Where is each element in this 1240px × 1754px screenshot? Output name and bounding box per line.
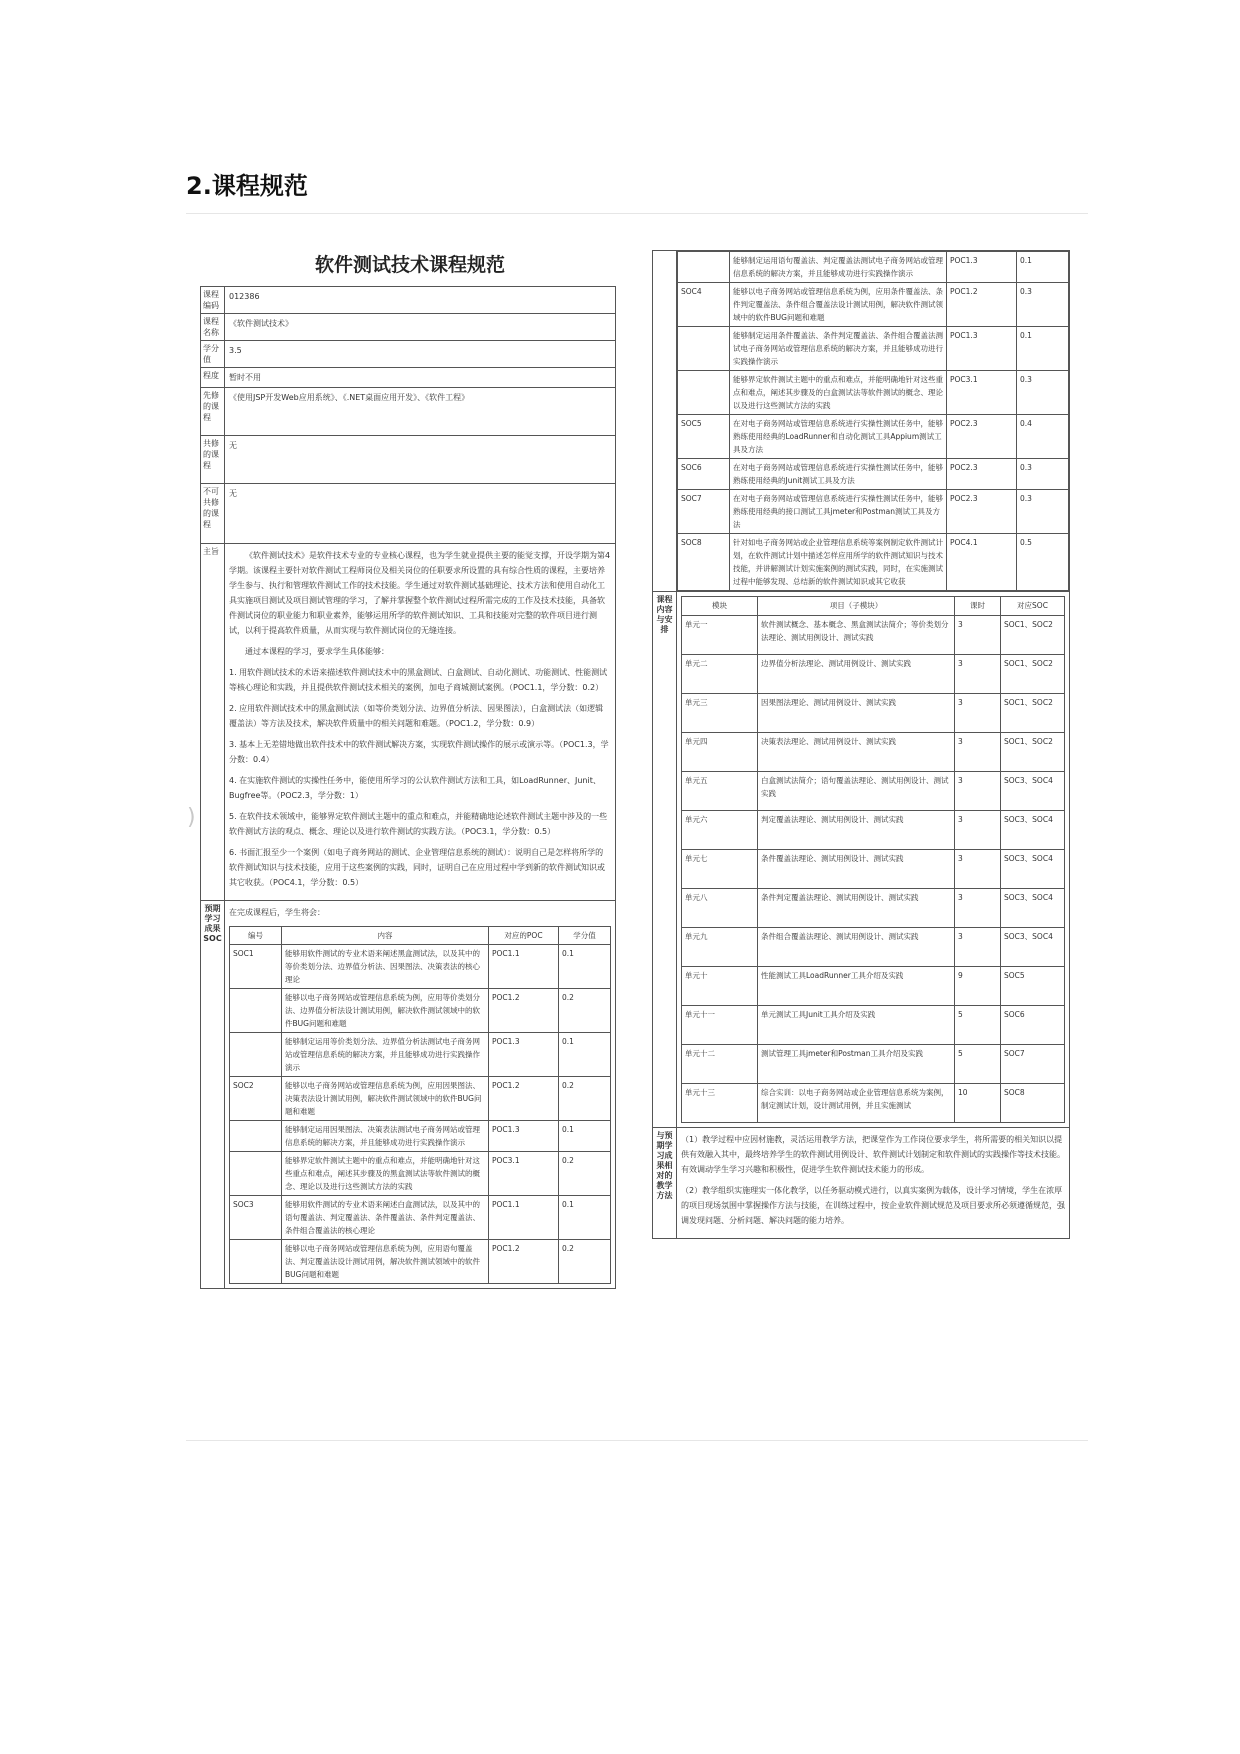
unit-module: 单元九 xyxy=(682,928,758,967)
unit-soc: SOC1、SOC2 xyxy=(1001,655,1065,694)
column-header: 模块 xyxy=(682,597,758,616)
info-row xyxy=(201,314,616,341)
unit-module: 单元二 xyxy=(682,655,758,694)
soc-id xyxy=(678,371,730,415)
unit-hours: 10 xyxy=(955,1084,1001,1123)
info-value: 无 xyxy=(225,436,616,484)
unit-module: 单元十 xyxy=(682,967,758,1006)
summary-item: 6. 书面汇报至少一个案例（如电子商务网站的测试、企业管理信息系统的测试）：说明自己是怎样将所学的软件测试知识与技术技能，应用于这些案例的实践，同时，证明自己在应用过程中学到新的软件测试知识或其它收获。（POC4.1，学分数：0.5） xyxy=(229,848,605,887)
summary-label: 主旨 xyxy=(201,544,225,901)
outcome-row xyxy=(678,283,1069,327)
unit-module: 单元十二 xyxy=(682,1045,758,1084)
unit-project: 边界值分析法理论、测试用例设计、测试实践 xyxy=(758,655,955,694)
teaching-paragraph: （2）教学组织实施理实一体化教学，以任务驱动模式进行，以真实案例为载体，设计学习情境，学生在浓厚的项目现场氛围中掌握操作方法与技能，在训练过程中，按企业软件测试规范及项目要求所必须遵循规范，强调发现问题、分析问题、解决问题的能力培养。 xyxy=(681,1186,1065,1225)
course-spec-table-left xyxy=(200,286,616,1289)
column-header: 内容 xyxy=(282,927,489,945)
outcomes-continued-row xyxy=(653,251,1070,592)
info-value: 《使用JSP开发Web应用系统》、《.NET桌面应用开发》、《软件工程》 xyxy=(225,388,616,436)
soc-credit: 0.1 xyxy=(1017,327,1069,371)
soc-credit: 0.3 xyxy=(1017,459,1069,490)
unit-hours: 3 xyxy=(955,694,1001,733)
soc-poc: POC1.2 xyxy=(489,1077,559,1121)
section-heading: 2.课程规范 xyxy=(186,172,308,200)
info-row xyxy=(201,287,616,314)
info-label: 课程名称 xyxy=(201,314,225,341)
unit-soc: SOC3、SOC4 xyxy=(1001,850,1065,889)
soc-content: 针对如电子商务网站或企业管理信息系统等案例制定软件测试计划，在软件测试计划中描述怎样应用所学的软件测试知识与技术技能，并讲解测试计划实施案例的测试实践，同时，在实施测试过程中能够发现、总结新的软件测试知识或其它收获 xyxy=(730,534,947,591)
content-section-row xyxy=(653,592,1070,1128)
soc-id: SOC8 xyxy=(678,534,730,591)
soc-credit: 0.3 xyxy=(1017,371,1069,415)
outcome-row xyxy=(678,327,1069,371)
unit-soc: SOC1、SOC2 xyxy=(1001,616,1065,655)
info-value: 无 xyxy=(225,484,616,544)
unit-soc: SOC1、SOC2 xyxy=(1001,733,1065,772)
unit-row xyxy=(682,655,1065,694)
info-row xyxy=(201,388,616,436)
outcome-row xyxy=(678,459,1069,490)
info-value: 012386 xyxy=(225,287,616,314)
soc-credit: 0.4 xyxy=(1017,415,1069,459)
soc-poc: POC1.2 xyxy=(947,283,1017,327)
unit-hours: 3 xyxy=(955,850,1001,889)
unit-row xyxy=(682,889,1065,928)
info-label: 课程编码 xyxy=(201,287,225,314)
content-section-content xyxy=(677,592,1070,1128)
unit-hours: 3 xyxy=(955,928,1001,967)
soc-poc: POC1.1 xyxy=(489,1196,559,1240)
unit-project: 条件组合覆盖法理论、测试用例设计、测试实践 xyxy=(758,928,955,967)
soc-credit: 0.1 xyxy=(559,1196,611,1240)
unit-soc: SOC7 xyxy=(1001,1045,1065,1084)
unit-project: 单元测试工具Junit工具介绍及实践 xyxy=(758,1006,955,1045)
soc-id: SOC1 xyxy=(230,945,282,989)
soc-credit: 0.2 xyxy=(559,1077,611,1121)
outcome-row xyxy=(678,252,1069,283)
outcomes-continued-table xyxy=(677,251,1069,591)
teaching-section-row xyxy=(653,1128,1070,1239)
soc-id: SOC7 xyxy=(678,490,730,534)
outcome-row xyxy=(230,1077,611,1121)
unit-module: 单元六 xyxy=(682,811,758,850)
soc-content: 能够界定软件测试主题中的重点和难点，并能明确地针对这些重点和难点，阐述其步骤及的黑盒测试法等软件测试的概念、理论以及进行这些测试方法的实践 xyxy=(282,1152,489,1196)
document-title: 软件测试技术课程规范 xyxy=(314,254,505,276)
soc-poc: POC1.3 xyxy=(489,1033,559,1077)
unit-hours: 5 xyxy=(955,1045,1001,1084)
soc-content: 在对电子商务网站或管理信息系统进行实操性测试任务中，能够熟练使用经典的接口测试工具jmeter和Postman测试工具及方法 xyxy=(730,490,947,534)
soc-credit: 0.1 xyxy=(559,945,611,989)
info-value: 《软件测试技术》 xyxy=(225,314,616,341)
scan-edge-mark: ) xyxy=(187,805,196,830)
outcome-row xyxy=(230,1196,611,1240)
soc-poc: POC1.2 xyxy=(489,1240,559,1284)
unit-module: 单元八 xyxy=(682,889,758,928)
soc-content: 能够以电子商务网站或管理信息系统为例，应用语句覆盖法、判定覆盖法设计测试用例，解决软件测试领域中的软件BUG问题和难题 xyxy=(282,1240,489,1284)
unit-hours: 3 xyxy=(955,772,1001,811)
outcome-row xyxy=(678,371,1069,415)
soc-id: SOC3 xyxy=(230,1196,282,1240)
soc-poc: POC1.2 xyxy=(489,989,559,1033)
unit-row xyxy=(682,928,1065,967)
column-header: 编号 xyxy=(230,927,282,945)
soc-id: SOC6 xyxy=(678,459,730,490)
teaching-section-label: 与预期学习成果相对的教学方法 xyxy=(653,1128,677,1239)
units-table xyxy=(681,596,1065,1123)
info-value: 暂时不用 xyxy=(225,368,616,388)
unit-soc: SOC5 xyxy=(1001,967,1065,1006)
soc-credit: 0.1 xyxy=(559,1121,611,1152)
unit-module: 单元七 xyxy=(682,850,758,889)
top-divider xyxy=(186,213,1088,214)
soc-id xyxy=(230,1033,282,1077)
unit-row xyxy=(682,733,1065,772)
unit-soc: SOC8 xyxy=(1001,1084,1065,1123)
outcome-row xyxy=(230,1240,611,1284)
summary-item: 3. 基本上无差错地做出软件技术中的软件测试解决方案，实现软件测试操作的展示或演示等。（POC1.3，学分数：0.4） xyxy=(229,740,609,764)
outcome-row xyxy=(230,945,611,989)
info-label: 不可共修的课程 xyxy=(201,484,225,544)
info-value: 3.5 xyxy=(225,341,616,368)
teaching-section-content xyxy=(677,1128,1070,1239)
info-label: 学分值 xyxy=(201,341,225,368)
info-label: 程度 xyxy=(201,368,225,388)
unit-soc: SOC3、SOC4 xyxy=(1001,889,1065,928)
unit-project: 软件测试概念、基本概念、黑盒测试法简介；等价类划分法理论、测试用例设计、测试实践 xyxy=(758,616,955,655)
soc-content: 能够制定运用等价类划分法、边界值分析法测试电子商务网站或管理信息系统的解决方案，并且能够成功进行实践操作演示 xyxy=(282,1033,489,1077)
summary-paragraph: 通过本课程的学习，要求学生具体能够： xyxy=(245,647,389,656)
unit-soc: SOC1、SOC2 xyxy=(1001,694,1065,733)
unit-row xyxy=(682,850,1065,889)
unit-module: 单元十三 xyxy=(682,1084,758,1123)
soc-credit: 0.5 xyxy=(1017,534,1069,591)
soc-id xyxy=(230,1240,282,1284)
soc-id: SOC4 xyxy=(678,283,730,327)
soc-credit: 0.3 xyxy=(1017,283,1069,327)
outcomes-header-row xyxy=(230,927,611,945)
info-row xyxy=(201,368,616,388)
unit-module: 单元十一 xyxy=(682,1006,758,1045)
unit-row xyxy=(682,967,1065,1006)
unit-row xyxy=(682,616,1065,655)
units-header-row xyxy=(682,597,1065,616)
column-header: 对应SOC xyxy=(1001,597,1065,616)
unit-row xyxy=(682,1006,1065,1045)
soc-content: 能够界定软件测试主题中的重点和难点，并能明确地针对这些重点和难点，阐述其步骤及的白盒测试法等软件测试的概念、理论以及进行这些测试方法的实践 xyxy=(730,371,947,415)
unit-row xyxy=(682,1045,1065,1084)
soc-id: SOC5 xyxy=(678,415,730,459)
column-header: 项目（子模块） xyxy=(758,597,955,616)
column-header: 对应的POC xyxy=(489,927,559,945)
unit-module: 单元一 xyxy=(682,616,758,655)
summary-item: 4. 在实施软件测试的实操性任务中，能使用所学习的公认软件测试方法和工具，如LoadRunner、Junit、Bugfree等。（POC2.3，学分数：1） xyxy=(229,776,601,800)
info-label: 共修的课程 xyxy=(201,436,225,484)
outcomes-content xyxy=(225,901,616,1289)
outcome-row xyxy=(230,1033,611,1077)
summary-item: 2. 应用软件测试技术中的黑盒测试法（如等价类划分法、边界值分析法、因果图法），白盒测试法（如逻辑覆盖法）等方法及技术，解决软件质量中的相关问题和难题。（POC1.2，学分数：0.9） xyxy=(229,704,604,728)
soc-content: 能够用软件测试的专业术语来阐述黑盒测试法，以及其中的等价类划分法、边界值分析法、因果图法、决策表法的核心理论 xyxy=(282,945,489,989)
info-row xyxy=(201,341,616,368)
summary-paragraph: 《软件测试技术》是软件技术专业的专业核心课程，也为学生就业提供主要的能觉支撑，开设学期为第4学期。该课程主要针对软件测试工程师岗位及相关岗位的任职要求所设置的具有综合性质的课程，主要培养学生参与、执行和管理软件测试工作的技术技能。学生通过对软件测试基础理论、技术方法和使用自动化工具实施项目测试及项目测试管理的学习，了解并掌握整个软件测试过程所需完成的工作及技术技能，具备软件测试岗位的职业能力和职业素养，能够运用所学的软件测试知识、工具和技能对完整的软件项目进行测试，以利于提高软件质量，从而实现与软件测试岗位的无缝连接。 xyxy=(229,551,611,635)
soc-poc: POC4.1 xyxy=(947,534,1017,591)
soc-content: 在对电子商务网站或管理信息系统进行实操性测试任务中，能够熟练使用经典的LoadRunner和自动化测试工具Appium测试工具及方法 xyxy=(730,415,947,459)
unit-module: 单元三 xyxy=(682,694,758,733)
soc-id xyxy=(678,252,730,283)
unit-project: 判定覆盖法理论、测试用例设计、测试实践 xyxy=(758,811,955,850)
unit-hours: 3 xyxy=(955,616,1001,655)
content-section-label: 课程内容与安排 xyxy=(653,592,677,1128)
unit-project: 因果图法理论、测试用例设计、测试实践 xyxy=(758,694,955,733)
soc-id xyxy=(230,989,282,1033)
outcomes-continued-content xyxy=(677,251,1070,592)
soc-poc: POC3.1 xyxy=(489,1152,559,1196)
unit-soc: SOC6 xyxy=(1001,1006,1065,1045)
soc-content: 能够以电子商务网站或管理信息系统为例，应用等价类划分法、边界值分析法设计测试用例，解决软件测试领域中的软件BUG问题和难题 xyxy=(282,989,489,1033)
soc-content: 在对电子商务网站或管理信息系统进行实操性测试任务中，能够熟练使用经典的Junit测试工具及方法 xyxy=(730,459,947,490)
outcome-row xyxy=(230,989,611,1033)
unit-hours: 3 xyxy=(955,655,1001,694)
soc-content: 能够以电子商务网站或管理信息系统为例，应用因果图法、决策表法设计测试用例，解决软件测试领域中的软件BUG问题和难题 xyxy=(282,1077,489,1121)
unit-row xyxy=(682,694,1065,733)
soc-content: 能够制定运用因果图法、决策表法测试电子商务网站或管理信息系统的解决方案，并且能够成功进行实践操作演示 xyxy=(282,1121,489,1152)
outcomes-label: 预期学习成果SOC xyxy=(201,901,225,1289)
info-row xyxy=(201,436,616,484)
unit-hours: 9 xyxy=(955,967,1001,1006)
soc-credit: 0.1 xyxy=(1017,252,1069,283)
summary-item: 5. 在软件技术领域中，能够界定软件测试主题中的重点和难点，并能精确地论述软件测试主题中涉及的一些软件测试方法的观点、概念、理论以及进行软件测试的实践方法。（POC3.1，学分数：0.5） xyxy=(229,812,608,836)
info-row xyxy=(201,484,616,544)
column-header: 学分值 xyxy=(559,927,611,945)
outcomes-table xyxy=(229,926,611,1284)
outcome-row xyxy=(230,1152,611,1196)
unit-hours: 5 xyxy=(955,1006,1001,1045)
soc-id xyxy=(230,1121,282,1152)
unit-row xyxy=(682,811,1065,850)
soc-poc: POC1.3 xyxy=(947,252,1017,283)
soc-poc: POC1.1 xyxy=(489,945,559,989)
unit-hours: 3 xyxy=(955,733,1001,772)
unit-module: 单元四 xyxy=(682,733,758,772)
soc-poc: POC2.3 xyxy=(947,490,1017,534)
soc-id: SOC2 xyxy=(230,1077,282,1121)
unit-soc: SOC3、SOC4 xyxy=(1001,811,1065,850)
soc-poc: POC1.3 xyxy=(489,1121,559,1152)
unit-project: 白盒测试法简介；语句覆盖法理论、测试用例设计、测试实践 xyxy=(758,772,955,811)
soc-id xyxy=(230,1152,282,1196)
info-label: 先修的课程 xyxy=(201,388,225,436)
soc-content: 能够制定运用条件覆盖法、条件判定覆盖法、条件组合覆盖法测试电子商务网站或管理信息系统的解决方案，并且能够成功进行实践操作演示 xyxy=(730,327,947,371)
unit-hours: 3 xyxy=(955,889,1001,928)
outcome-row xyxy=(678,490,1069,534)
soc-credit: 0.1 xyxy=(559,1033,611,1077)
outcome-row xyxy=(678,534,1069,591)
outcomes-continued-label xyxy=(653,251,677,592)
soc-credit: 0.2 xyxy=(559,1240,611,1284)
outcome-row xyxy=(678,415,1069,459)
soc-content: 能够以电子商务网站或管理信息系统为例，应用条件覆盖法、条件判定覆盖法、条件组合覆盖法设计测试用例，解决软件测试领域中的软件BUG问题和难题 xyxy=(730,283,947,327)
teaching-paragraph: （1）教学过程中应因材施教，灵活运用教学方法，把课堂作为工作岗位要求学生，将所需要的相关知识以提供有效融入其中，最终培养学生的软件测试用例设计、软件测试计划制定和软件测试的实践操作等技术技能。有效调动学生学习兴趣和积极性，促进学生软件测试技术能力的形成。 xyxy=(681,1135,1065,1174)
unit-row xyxy=(682,772,1065,811)
soc-content: 能够用软件测试的专业术语来阐述白盒测试法，以及其中的语句覆盖法、判定覆盖法、条件覆盖法、条件判定覆盖法、条件组合覆盖法的核心理论 xyxy=(282,1196,489,1240)
summary-row xyxy=(201,544,616,901)
unit-soc: SOC3、SOC4 xyxy=(1001,928,1065,967)
unit-hours: 3 xyxy=(955,811,1001,850)
unit-project: 条件覆盖法理论、测试用例设计、测试实践 xyxy=(758,850,955,889)
soc-credit: 0.2 xyxy=(559,989,611,1033)
unit-project: 测试管理工具jmeter和Postman工具介绍及实践 xyxy=(758,1045,955,1084)
outcomes-intro: 在完成课程后，学生将会： xyxy=(229,908,325,917)
soc-poc: POC2.3 xyxy=(947,415,1017,459)
bottom-divider xyxy=(186,1440,1088,1441)
unit-project: 条件判定覆盖法理论、测试用例设计、测试实践 xyxy=(758,889,955,928)
soc-credit: 0.2 xyxy=(559,1152,611,1196)
soc-poc: POC3.1 xyxy=(947,371,1017,415)
unit-project: 综合实训：以电子商务网站或企业管理信息系统为案例，制定测试计划，设计测试用例，并且实施测试 xyxy=(758,1084,955,1123)
outcomes-row xyxy=(201,901,616,1289)
summary-content xyxy=(225,544,616,901)
soc-credit: 0.3 xyxy=(1017,490,1069,534)
course-spec-table-right xyxy=(652,250,1070,1239)
unit-row xyxy=(682,1084,1065,1123)
soc-content: 能够制定运用语句覆盖法、判定覆盖法测试电子商务网站或管理信息系统的解决方案，并且能够成功进行实践操作演示 xyxy=(730,252,947,283)
column-header: 课时 xyxy=(955,597,1001,616)
soc-poc: POC1.3 xyxy=(947,327,1017,371)
summary-item: 1. 用软件测试技术的术语来描述软件测试技术中的黑盒测试、白盒测试、自动化测试、功能测试、性能测试等核心理论和实践，并且提供软件测试技术相关的案例，加电子商城测试案例。（POC1.1，学分数：0.2） xyxy=(229,668,608,692)
soc-poc: POC2.3 xyxy=(947,459,1017,490)
unit-project: 决策表法理论、测试用例设计、测试实践 xyxy=(758,733,955,772)
outcome-row xyxy=(230,1121,611,1152)
unit-soc: SOC3、SOC4 xyxy=(1001,772,1065,811)
unit-module: 单元五 xyxy=(682,772,758,811)
soc-id xyxy=(678,327,730,371)
unit-project: 性能测试工具LoadRunner工具介绍及实践 xyxy=(758,967,955,1006)
